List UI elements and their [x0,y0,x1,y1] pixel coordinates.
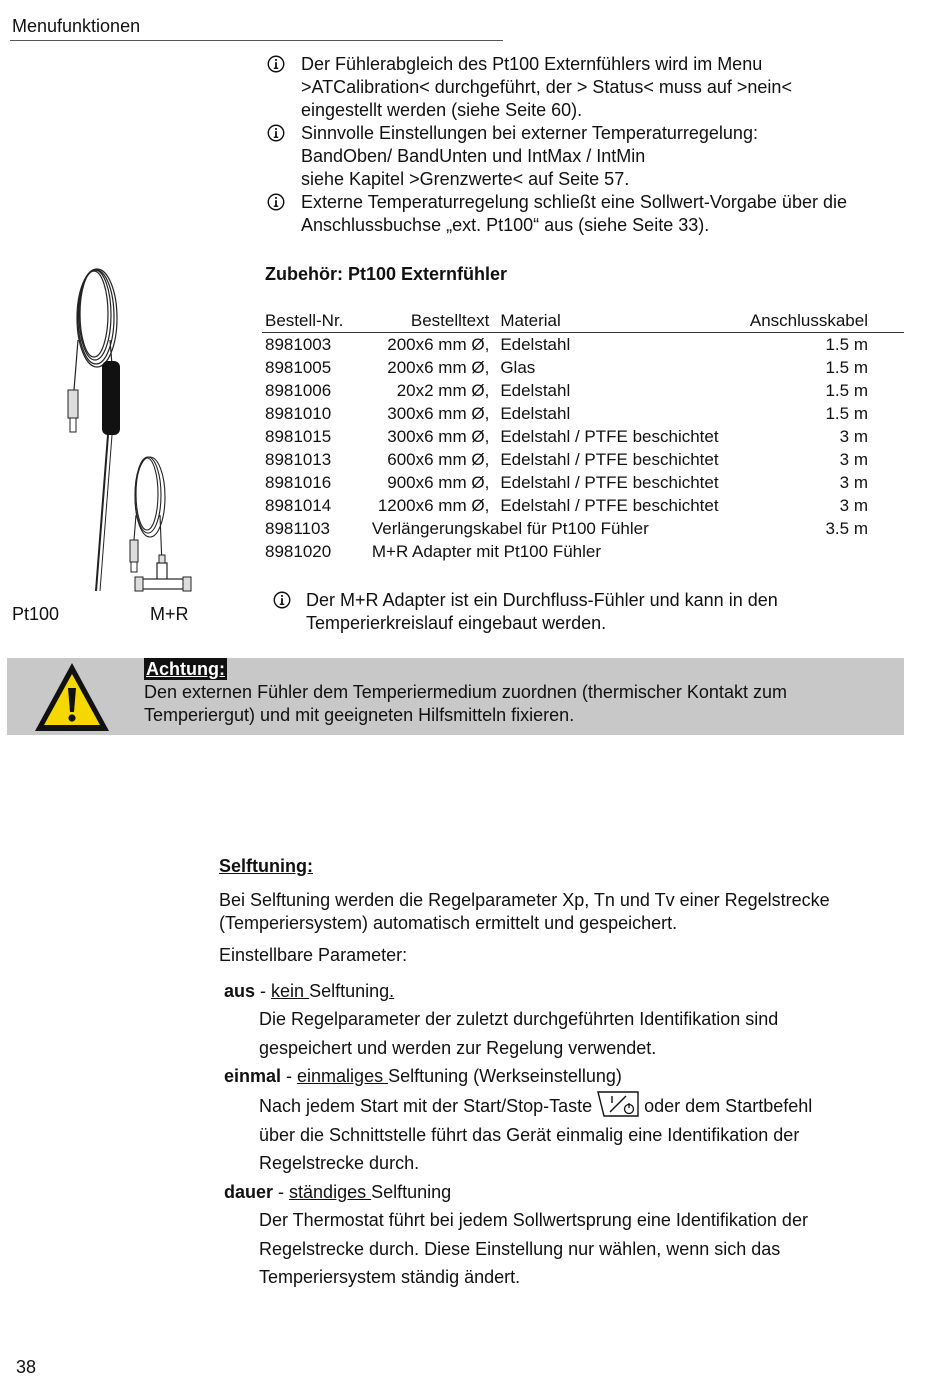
note-line: Temperierkreislauf eingebaut werden. [306,613,607,633]
warning-title: Achtung: [146,659,225,679]
note-line: Anschlussbuchse „ext. Pt100“ aus (siehe Seite 33). [301,215,710,235]
option-description [259,1005,899,1062]
description-line [259,1090,899,1121]
page-number: 38 [16,1357,37,1377]
option-description [259,1206,899,1292]
table-row [262,517,904,540]
description-line: Der Thermostat führt bei jedem Sollwertsprung eine Identifikation der [259,1210,808,1230]
option-emphasis: kein [271,981,310,1001]
parameters-label: Einstellbare Parameter: [219,945,408,965]
note-line: siehe Kapitel >Grenzwerte< auf Seite 57. [301,169,630,189]
table-row [262,356,904,379]
table-cell: 1.5 m [825,404,868,423]
table-cell: Edelstahl [500,381,571,400]
column-header: Bestelltext [350,309,497,333]
description-line: Regelstrecke durch. Diese Einstellung nur wählen, wenn sich das [259,1238,781,1259]
table-cell: 8981014 [265,496,332,515]
note-line: Der Fühlerabgleich des Pt100 Externfühlers wird im Menu [301,54,763,74]
info-icon [267,124,285,142]
table-cell: 8981010 [265,404,332,423]
info-icon [273,591,291,609]
note-line: Der M+R Adapter ist ein Durchfluss-Fühler und kann in den [306,590,778,610]
adapter-note [270,589,870,635]
caption-mr: M+R [150,604,189,624]
table-row [262,540,904,563]
option-dauer [224,1178,904,1206]
option-label: Selftuning [309,981,390,1001]
info-note [270,589,870,635]
table-cell: 1200x6 mm Ø, [377,496,490,515]
note-line: Sinnvolle Einstellungen bei externer Temperaturregelung: [301,123,758,143]
warning-triangle-icon [32,660,112,734]
table-cell: Edelstahl / PTFE beschichtet [500,450,719,469]
table-cell: Edelstahl / PTFE beschichtet [500,473,719,492]
table-row [262,448,904,471]
table-cell: 8981020 [265,542,332,561]
option-separator: - [255,981,272,1001]
option-separator: - [273,1182,290,1202]
table-cell: 8981005 [265,358,332,377]
table-cell: 1.5 m [825,358,868,377]
option-aus [224,977,904,1005]
table-cell: 8981015 [265,427,332,446]
table-cell: 1.5 m [825,335,868,354]
option-emphasis: einmaliges [297,1066,389,1086]
info-icon [267,55,285,73]
table-cell: 3 m [839,427,868,446]
note-line: BandOben/ BandUnten und IntMax / IntMin [301,146,646,166]
table-cell: 600x6 mm Ø, [387,450,490,469]
table-cell: 8981006 [265,381,332,400]
option-separator: - [281,1066,298,1086]
table-header-row [262,309,904,333]
option-tail: . [389,981,395,1001]
table-cell: 3.5 m [825,519,868,538]
table-cell: 300x6 mm Ø, [387,427,490,446]
table-cell: 8981013 [265,450,332,469]
table-row [262,471,904,494]
description-line: Regelstrecke durch. [259,1153,420,1173]
probe-illustration [40,265,220,600]
start-stop-key-icon [596,1090,640,1118]
table-row [262,494,904,517]
table-cell: 8981003 [265,335,332,354]
table-cell: Edelstahl / PTFE beschichtet [500,427,719,446]
table-cell: Glas [500,358,536,377]
section-header: Menufunktionen [12,16,141,36]
option-label: Selftuning (Werkseinstellung) [388,1066,622,1086]
table-row [262,402,904,425]
table-row [262,333,904,357]
option-description [259,1090,899,1178]
description-line: über die Schnittstelle führt das Gerät einmalig eine Identifikation der [259,1124,800,1145]
column-header: Bestell-Nr. [262,309,350,333]
table-cell: 900x6 mm Ø, [387,473,490,492]
info-note [264,122,914,191]
table-cell: 3 m [839,450,868,469]
table-cell: 8981016 [265,473,332,492]
selftuning-intro: Bei Selftuning werden die Regelparameter Xp, Tn und Tv einer Regelstrecke (Temperiersystem) automatisch ermittelt und gespeichert. [219,890,830,933]
table-cell [726,540,904,563]
table-cell: 3 m [839,473,868,492]
table-cell: 3 m [839,496,868,515]
table-cell: 200x6 mm Ø, [387,335,490,354]
info-note [264,191,914,237]
description-line: Die Regelparameter der zuletzt durchgeführten Identifikation sind [259,1009,779,1029]
column-header: Anschlusskabel [726,309,904,333]
option-key: einmal [224,1066,282,1086]
table-cell: 200x6 mm Ø, [387,358,490,377]
option-label: Selftuning [371,1182,452,1202]
note-line: eingestellt werden (siehe Seite 60). [301,100,583,120]
table-cell: Edelstahl / PTFE beschichtet [500,496,719,515]
warning-text: Den externen Fühler dem Temperiermedium zuordnen (thermischer Kontakt zum Temperiergut) und mit geeigneten Hilfsmitteln fixieren. [144,682,787,725]
selftuning-title: Selftuning: [219,856,313,876]
description-line: gespeichert und werden zur Regelung verwendet. [259,1037,657,1058]
accessory-table [262,309,904,563]
description-line: Temperiersystem ständig ändert. [259,1267,521,1287]
description-text: oder dem Startbefehl [644,1096,813,1116]
info-notes [264,53,914,237]
table-cell: Edelstahl [500,335,571,354]
table-row [262,425,904,448]
option-emphasis: ständiges [289,1182,372,1202]
table-cell: 8981103 [265,519,330,538]
option-key: aus [224,981,256,1001]
table-cell: 1.5 m [825,381,868,400]
column-header: Material [497,309,726,333]
option-key: dauer [224,1182,274,1202]
table-cell: Verlängerungskabel für Pt100 Fühler [371,519,649,538]
header-divider [10,40,503,41]
info-icon [267,193,285,211]
table-cell: 20x2 mm Ø, [396,381,490,400]
info-note [264,53,914,122]
note-line: Externe Temperaturregelung schließt eine Sollwert-Vorgabe über die [301,192,847,212]
table-row [262,379,904,402]
description-text: Nach jedem Start mit der Start/Stop-Taste [259,1096,593,1116]
table-cell: M+R Adapter mit Pt100 Fühler [371,542,601,561]
option-einmal [224,1062,904,1090]
note-line: >ATCalibration< durchgeführt, der > Status< muss auf >nein< [301,77,792,97]
table-cell: 300x6 mm Ø, [387,404,490,423]
table-cell: Edelstahl [500,404,571,423]
caption-pt100: Pt100 [12,604,60,624]
accessory-title: Zubehör: Pt100 Externfühler [265,264,508,284]
